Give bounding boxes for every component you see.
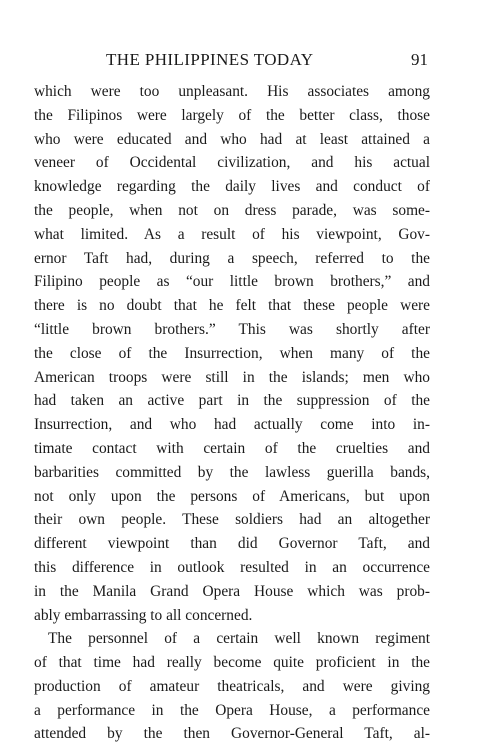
text-line: different viewpoint than did Governor Taft, and [34,535,430,552]
text-line: this difference in outlook resulted in an occurrence [34,559,430,576]
text-line: had taken an active part in the suppression of the [34,392,430,409]
text-line: Insurrection, and who had actually come into in- [34,416,430,433]
text-line: American troops were still in the islands; men who [34,369,430,386]
text-line: the close of the Insurrection, when many of the [34,345,430,362]
text-line: timate contact with certain of the cruelties and [34,440,430,457]
text-line: attended by the then Governor-General Taft, al- [34,725,430,742]
text-line: a performance in the Opera House, a performance [34,702,430,719]
paragraph-first-line: The personnel of a certain well known regiment [48,630,430,647]
text-line: their own people. These soldiers had an altogether [34,511,430,528]
text-line: ernor Taft had, during a speech, referred to the [34,250,430,267]
text-line: the people, when not on dress parade, was some- [34,202,430,219]
text-line: not only upon the persons of Americans, but upon [34,488,430,505]
text-line: production of amateur theatricals, and were giving [34,678,430,695]
text-line: in the Manila Grand Opera House which was prob- [34,583,430,600]
text-line: Filipino people as “our little brown brothers,” and [34,273,430,290]
text-line: what limited. As a result of his viewpoint, Gov- [34,226,430,243]
text-line: the Filipinos were largely of the better class, those [34,107,430,124]
text-line: of that time had really become quite proficient in the [34,654,430,671]
page-number: 91 [411,50,428,69]
text-line: knowledge regarding the daily lives and conduct of [34,178,430,195]
running-head [34,50,430,72]
text-line: who were educated and who had at least attained a [34,131,430,148]
text-line: “little brown brothers.” This was shortly after [34,321,430,338]
running-title: THE PHILIPPINES TODAY [106,50,314,69]
text-line: there is no doubt that he felt that these people were [34,297,430,314]
text-line: barbarities committed by the lawless guerilla bands, [34,464,430,481]
text-line: veneer of Occidental civilization, and his actual [34,154,430,171]
paragraph-end-line: ably embarrassing to all concerned. [34,607,253,624]
text-line: which were too unpleasant. His associates among [34,83,430,100]
